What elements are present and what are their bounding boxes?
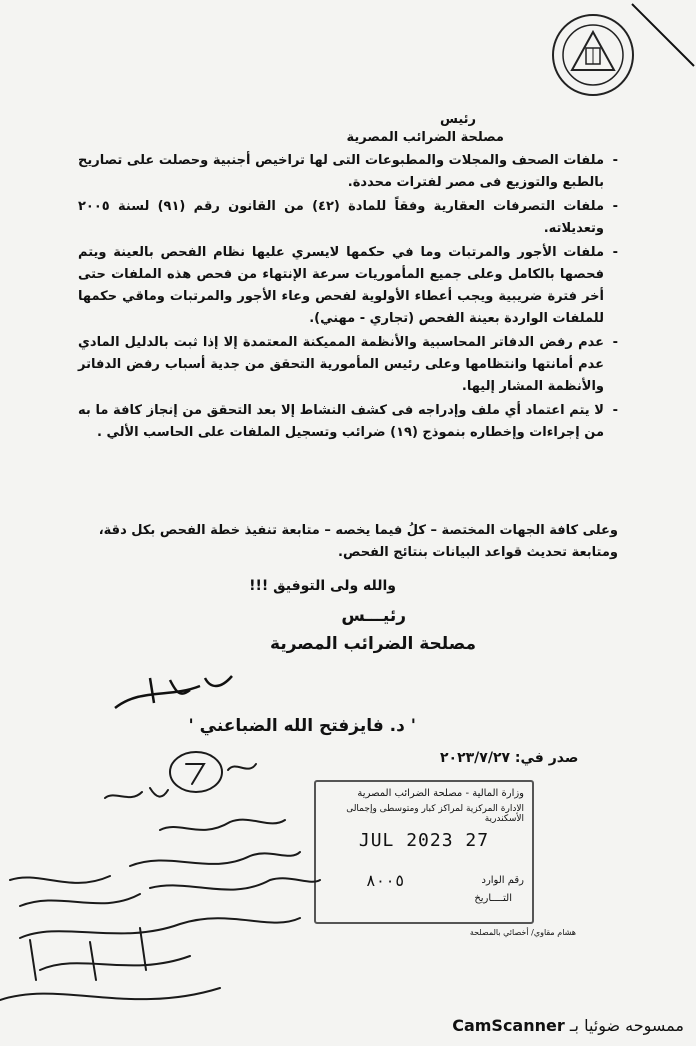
closing-line: وعلى كافة الجهات المختصة – كلُ فيما يخصه – متابعة تنفيذ خطة الفحص بكل دقة، [98,523,618,538]
corner-pen-stroke [630,0,696,70]
issue-date: ٢٠٢٣/٧/٢٧ [440,750,511,766]
signature-org: مصلحة الضرائب المصرية [270,634,476,654]
stamp-ref-label: رقم الوارد [481,875,524,886]
header-title: رئيس [439,112,476,127]
header-org: مصلحة الضرائب المصرية [346,130,504,145]
bullet-item: - ملفات الصحف والمجلات والمطبوعات التى لها تراخيص أجنبية وحصلت على تصاريح بالطبع والتوزيع فى مصر لفترات محددة. [78,150,618,194]
tax-authority-seal-logo [548,10,638,100]
issue-label: صدر في: [514,750,579,766]
camscanner-watermark [452,1016,684,1035]
closing-paragraph [58,520,618,564]
signature-title: رئيـــس [341,606,406,626]
bullet-item: - لا يتم اعتماد أي ملف وإدراجه فى كشف النشاط إلا بعد التحقق من إنجاز كافة ما به من إجراءات وإخطاره بنموذج (١٩) ضرائب وتسجيل الملفات على الحاسب الألي . [78,400,618,444]
stamp-seal-date: التــــاريخ [474,893,512,904]
footer-note: هشام مقاوي/ أخصائي بالمصلحة [469,928,576,937]
handwritten-annotations [0,680,696,1046]
stamp-ministry-line: وزارة المالية - مصلحة الضرائب المصرية [357,788,524,799]
stamp-department-line: الادارة المركزية لمراكز كبار ومتوسطى وإجمالى الأسكندرية [346,804,524,824]
bullet-item: - عدم رفض الدفاتر المحاسبية والأنظمة المميكنة المعتمدة إلا إذا ثبت بالدليل المادي عدم أمانتها وانتظامها وعلى رئيس المأمورية التحقق من جدية أسباب رفض الدفاتر والأنظمة المشار إليها. [78,332,618,398]
stamp-date: 27 JUL 2023 [358,830,490,851]
bullet-item: - ملفات التصرفات العقارية وفقاً للمادة (٤٢) من القانون رقم (٩١) لسنة ٢٠٠٥ وتعديلاته. [78,196,618,240]
signatory-name: ' د. فايزفتح الله الضباعني ' [188,716,416,736]
bullet-item: - ملفات الأجور والمرتبات وما في حكمها لايسري عليها نظام الفحص بالعينة ويتم فحصها بالكامل وعلى جميع المأموريات سرعة الإنتهاء من فحص هذه الملفات حتى أخر فترة ضريبية ويجب أعطاء الأولوية لفحص وعاء الأجور والمرتبات وماقي حكمها للملفات الواردة بعينة الفحص (تجاري - مهني). [78,242,618,330]
camscanner-brand: CamScanner [452,1016,565,1035]
closing-line: ومتابعة تحديث قواعد البيانات بنتائج الفحص. [338,545,618,560]
stamp-ref-number: ٨٠٠٥ [366,871,405,890]
closing-wish: والله ولى التوفيق !!! [249,578,396,594]
camscanner-prefix: ممسوحه ضوئيا بـ [569,1016,684,1035]
bullet-list [78,150,618,446]
